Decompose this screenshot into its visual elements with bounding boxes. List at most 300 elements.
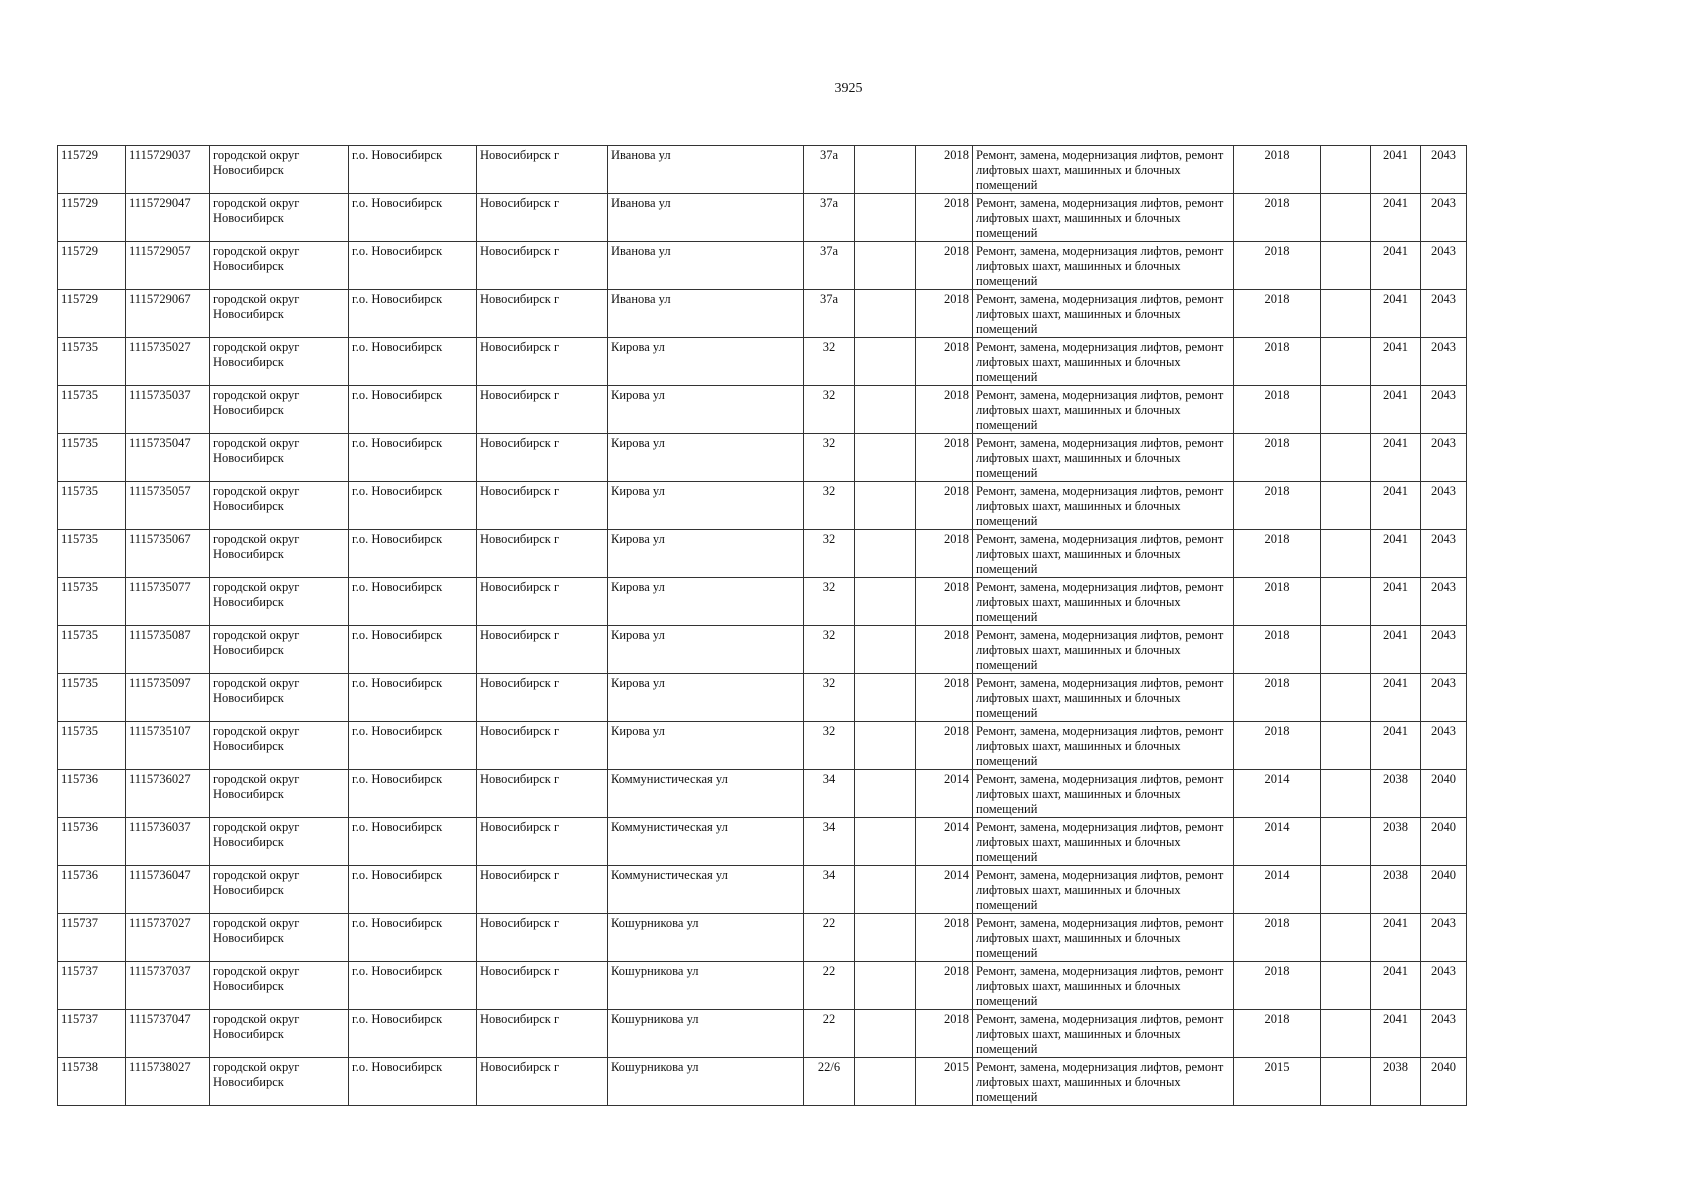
cell-plan-year-end: 2043 xyxy=(1421,482,1467,530)
cell-empty xyxy=(1321,1010,1371,1058)
cell-city: Новосибирск г xyxy=(477,962,608,1010)
cell-empty xyxy=(1321,194,1371,242)
cell-house-number: 22/6 xyxy=(804,1058,855,1106)
cell-object-id: 1115735097 xyxy=(126,674,210,722)
registry-table xyxy=(57,145,1467,1106)
table-row xyxy=(58,386,1467,434)
cell-building-letter xyxy=(855,482,916,530)
cell-city: Новосибирск г xyxy=(477,290,608,338)
cell-municipal-short: г.о. Новосибирск xyxy=(349,1058,477,1106)
cell-building-letter xyxy=(855,722,916,770)
cell-house-number: 34 xyxy=(804,818,855,866)
table-row xyxy=(58,338,1467,386)
cell-building-letter xyxy=(855,626,916,674)
cell-plan-year-end: 2040 xyxy=(1421,1058,1467,1106)
cell-building-id: 115735 xyxy=(58,482,126,530)
cell-street: Коммунистическая ул xyxy=(608,866,804,914)
cell-house-number: 32 xyxy=(804,626,855,674)
cell-street: Кирова ул xyxy=(608,578,804,626)
cell-house-number: 34 xyxy=(804,770,855,818)
cell-building-letter xyxy=(855,818,916,866)
cell-municipal-short: г.о. Новосибирск xyxy=(349,290,477,338)
cell-object-id: 1115737047 xyxy=(126,1010,210,1058)
cell-building-id: 115735 xyxy=(58,386,126,434)
cell-plan-year-start: 2041 xyxy=(1371,578,1421,626)
cell-work-type: Ремонт, замена, модернизация лифтов, ремонт лифтовых шахт, машинных и блочных помещений xyxy=(973,338,1234,386)
cell-city: Новосибирск г xyxy=(477,626,608,674)
cell-empty xyxy=(1321,146,1371,194)
cell-year: 2015 xyxy=(916,1058,973,1106)
cell-city: Новосибирск г xyxy=(477,770,608,818)
cell-building-letter xyxy=(855,290,916,338)
cell-object-id: 1115735047 xyxy=(126,434,210,482)
cell-municipality: городской округ Новосибирск xyxy=(210,626,349,674)
cell-building-id: 115735 xyxy=(58,722,126,770)
cell-municipality: городской округ Новосибирск xyxy=(210,914,349,962)
cell-year: 2018 xyxy=(916,722,973,770)
cell-work-year: 2018 xyxy=(1234,578,1321,626)
cell-building-id: 115736 xyxy=(58,770,126,818)
cell-empty xyxy=(1321,578,1371,626)
cell-work-year: 2018 xyxy=(1234,674,1321,722)
cell-empty xyxy=(1321,962,1371,1010)
cell-municipality: городской округ Новосибирск xyxy=(210,770,349,818)
table-row xyxy=(58,1010,1467,1058)
cell-building-id: 115737 xyxy=(58,1010,126,1058)
cell-house-number: 37а xyxy=(804,242,855,290)
cell-year: 2014 xyxy=(916,770,973,818)
cell-municipality: городской округ Новосибирск xyxy=(210,866,349,914)
cell-house-number: 22 xyxy=(804,914,855,962)
cell-plan-year-start: 2041 xyxy=(1371,434,1421,482)
cell-municipality: городской округ Новосибирск xyxy=(210,434,349,482)
cell-street: Иванова ул xyxy=(608,194,804,242)
cell-municipal-short: г.о. Новосибирск xyxy=(349,578,477,626)
cell-work-type: Ремонт, замена, модернизация лифтов, ремонт лифтовых шахт, машинных и блочных помещений xyxy=(973,194,1234,242)
cell-building-letter xyxy=(855,242,916,290)
cell-work-type: Ремонт, замена, модернизация лифтов, ремонт лифтовых шахт, машинных и блочных помещений xyxy=(973,1010,1234,1058)
table-row xyxy=(58,818,1467,866)
cell-work-year: 2014 xyxy=(1234,866,1321,914)
cell-municipal-short: г.о. Новосибирск xyxy=(349,770,477,818)
cell-work-year: 2018 xyxy=(1234,242,1321,290)
cell-plan-year-end: 2040 xyxy=(1421,770,1467,818)
cell-building-letter xyxy=(855,578,916,626)
cell-year: 2018 xyxy=(916,1010,973,1058)
cell-plan-year-start: 2041 xyxy=(1371,722,1421,770)
cell-work-year: 2018 xyxy=(1234,194,1321,242)
cell-work-year: 2018 xyxy=(1234,530,1321,578)
cell-house-number: 32 xyxy=(804,674,855,722)
table-row xyxy=(58,194,1467,242)
cell-plan-year-end: 2043 xyxy=(1421,674,1467,722)
table-row xyxy=(58,578,1467,626)
cell-plan-year-end: 2043 xyxy=(1421,194,1467,242)
cell-street: Кирова ул xyxy=(608,674,804,722)
cell-municipality: городской округ Новосибирск xyxy=(210,146,349,194)
cell-street: Кошурникова ул xyxy=(608,1058,804,1106)
cell-municipal-short: г.о. Новосибирск xyxy=(349,434,477,482)
cell-municipality: городской округ Новосибирск xyxy=(210,1058,349,1106)
cell-building-id: 115735 xyxy=(58,626,126,674)
cell-street: Кирова ул xyxy=(608,338,804,386)
cell-work-year: 2018 xyxy=(1234,722,1321,770)
cell-city: Новосибирск г xyxy=(477,194,608,242)
cell-plan-year-start: 2041 xyxy=(1371,386,1421,434)
cell-year: 2018 xyxy=(916,242,973,290)
page-number: 3925 xyxy=(834,81,863,96)
cell-municipal-short: г.о. Новосибирск xyxy=(349,962,477,1010)
cell-work-year: 2014 xyxy=(1234,770,1321,818)
table-body xyxy=(58,146,1467,1106)
cell-empty xyxy=(1321,818,1371,866)
cell-work-type: Ремонт, замена, модернизация лифтов, ремонт лифтовых шахт, машинных и блочных помещений xyxy=(973,386,1234,434)
table-row xyxy=(58,914,1467,962)
cell-object-id: 1115735107 xyxy=(126,722,210,770)
cell-building-letter xyxy=(855,914,916,962)
cell-street: Кирова ул xyxy=(608,530,804,578)
table-row xyxy=(58,962,1467,1010)
cell-plan-year-start: 2041 xyxy=(1371,1010,1421,1058)
cell-street: Коммунистическая ул xyxy=(608,818,804,866)
cell-building-id: 115735 xyxy=(58,578,126,626)
cell-street: Кошурникова ул xyxy=(608,962,804,1010)
cell-year: 2018 xyxy=(916,578,973,626)
cell-municipal-short: г.о. Новосибирск xyxy=(349,194,477,242)
cell-object-id: 1115735077 xyxy=(126,578,210,626)
cell-work-year: 2018 xyxy=(1234,338,1321,386)
cell-work-type: Ремонт, замена, модернизация лифтов, ремонт лифтовых шахт, машинных и блочных помещений xyxy=(973,962,1234,1010)
cell-object-id: 1115729067 xyxy=(126,290,210,338)
cell-building-id: 115729 xyxy=(58,146,126,194)
cell-city: Новосибирск г xyxy=(477,242,608,290)
cell-house-number: 32 xyxy=(804,530,855,578)
cell-object-id: 1115735027 xyxy=(126,338,210,386)
cell-municipality: городской округ Новосибирск xyxy=(210,578,349,626)
cell-municipality: городской округ Новосибирск xyxy=(210,242,349,290)
cell-year: 2018 xyxy=(916,914,973,962)
table-row xyxy=(58,626,1467,674)
cell-building-letter xyxy=(855,386,916,434)
cell-municipality: городской округ Новосибирск xyxy=(210,674,349,722)
cell-street: Кошурникова ул xyxy=(608,1010,804,1058)
cell-city: Новосибирск г xyxy=(477,866,608,914)
cell-street: Кирова ул xyxy=(608,386,804,434)
cell-work-year: 2018 xyxy=(1234,146,1321,194)
cell-street: Кирова ул xyxy=(608,434,804,482)
cell-municipality: городской округ Новосибирск xyxy=(210,818,349,866)
cell-municipal-short: г.о. Новосибирск xyxy=(349,914,477,962)
cell-plan-year-start: 2041 xyxy=(1371,146,1421,194)
cell-work-type: Ремонт, замена, модернизация лифтов, ремонт лифтовых шахт, машинных и блочных помещений xyxy=(973,1058,1234,1106)
cell-municipal-short: г.о. Новосибирск xyxy=(349,146,477,194)
cell-object-id: 1115729037 xyxy=(126,146,210,194)
cell-plan-year-end: 2043 xyxy=(1421,1010,1467,1058)
cell-building-id: 115735 xyxy=(58,434,126,482)
cell-work-year: 2018 xyxy=(1234,386,1321,434)
cell-empty xyxy=(1321,1058,1371,1106)
cell-house-number: 32 xyxy=(804,482,855,530)
cell-municipality: городской округ Новосибирск xyxy=(210,962,349,1010)
cell-building-id: 115738 xyxy=(58,1058,126,1106)
cell-empty xyxy=(1321,914,1371,962)
cell-municipal-short: г.о. Новосибирск xyxy=(349,530,477,578)
cell-municipality: городской округ Новосибирск xyxy=(210,338,349,386)
cell-municipal-short: г.о. Новосибирск xyxy=(349,242,477,290)
cell-work-year: 2014 xyxy=(1234,818,1321,866)
cell-empty xyxy=(1321,338,1371,386)
cell-work-year: 2018 xyxy=(1234,1010,1321,1058)
cell-plan-year-end: 2043 xyxy=(1421,626,1467,674)
cell-building-letter xyxy=(855,146,916,194)
cell-work-type: Ремонт, замена, модернизация лифтов, ремонт лифтовых шахт, машинных и блочных помещений xyxy=(973,434,1234,482)
cell-plan-year-end: 2040 xyxy=(1421,866,1467,914)
cell-municipal-short: г.о. Новосибирск xyxy=(349,1010,477,1058)
table-row xyxy=(58,482,1467,530)
cell-plan-year-start: 2041 xyxy=(1371,290,1421,338)
cell-building-id: 115735 xyxy=(58,338,126,386)
cell-year: 2018 xyxy=(916,386,973,434)
cell-street: Кирова ул xyxy=(608,722,804,770)
cell-house-number: 32 xyxy=(804,722,855,770)
cell-house-number: 37а xyxy=(804,146,855,194)
cell-year: 2018 xyxy=(916,194,973,242)
cell-plan-year-start: 2041 xyxy=(1371,482,1421,530)
cell-year: 2014 xyxy=(916,818,973,866)
table-row xyxy=(58,146,1467,194)
cell-plan-year-start: 2041 xyxy=(1371,962,1421,1010)
table-row xyxy=(58,722,1467,770)
cell-building-letter xyxy=(855,1058,916,1106)
cell-work-type: Ремонт, замена, модернизация лифтов, ремонт лифтовых шахт, машинных и блочных помещений xyxy=(973,722,1234,770)
table-row xyxy=(58,866,1467,914)
cell-plan-year-end: 2043 xyxy=(1421,290,1467,338)
cell-municipal-short: г.о. Новосибирск xyxy=(349,386,477,434)
cell-city: Новосибирск г xyxy=(477,146,608,194)
cell-city: Новосибирск г xyxy=(477,914,608,962)
cell-house-number: 22 xyxy=(804,962,855,1010)
cell-plan-year-end: 2043 xyxy=(1421,434,1467,482)
table-row xyxy=(58,290,1467,338)
cell-city: Новосибирск г xyxy=(477,482,608,530)
cell-city: Новосибирск г xyxy=(477,578,608,626)
cell-street: Иванова ул xyxy=(608,146,804,194)
cell-building-id: 115729 xyxy=(58,194,126,242)
table-row xyxy=(58,530,1467,578)
cell-city: Новосибирск г xyxy=(477,386,608,434)
cell-work-type: Ремонт, замена, модернизация лифтов, ремонт лифтовых шахт, машинных и блочных помещений xyxy=(973,818,1234,866)
cell-city: Новосибирск г xyxy=(477,1058,608,1106)
cell-building-letter xyxy=(855,338,916,386)
cell-plan-year-end: 2043 xyxy=(1421,578,1467,626)
cell-object-id: 1115735067 xyxy=(126,530,210,578)
cell-house-number: 32 xyxy=(804,338,855,386)
cell-year: 2018 xyxy=(916,674,973,722)
cell-street: Кирова ул xyxy=(608,482,804,530)
cell-municipal-short: г.о. Новосибирск xyxy=(349,674,477,722)
cell-plan-year-end: 2040 xyxy=(1421,818,1467,866)
cell-municipal-short: г.о. Новосибирск xyxy=(349,818,477,866)
cell-municipality: городской округ Новосибирск xyxy=(210,482,349,530)
cell-municipality: городской округ Новосибирск xyxy=(210,722,349,770)
cell-street: Коммунистическая ул xyxy=(608,770,804,818)
cell-work-year: 2018 xyxy=(1234,626,1321,674)
cell-plan-year-end: 2043 xyxy=(1421,338,1467,386)
cell-city: Новосибирск г xyxy=(477,818,608,866)
cell-building-id: 115737 xyxy=(58,914,126,962)
cell-plan-year-start: 2038 xyxy=(1371,1058,1421,1106)
cell-building-letter xyxy=(855,194,916,242)
cell-plan-year-start: 2041 xyxy=(1371,242,1421,290)
cell-work-type: Ремонт, замена, модернизация лифтов, ремонт лифтовых шахт, машинных и блочных помещений xyxy=(973,242,1234,290)
cell-work-year: 2018 xyxy=(1234,962,1321,1010)
cell-municipal-short: г.о. Новосибирск xyxy=(349,722,477,770)
cell-plan-year-end: 2043 xyxy=(1421,722,1467,770)
cell-work-type: Ремонт, замена, модернизация лифтов, ремонт лифтовых шахт, машинных и блочных помещений xyxy=(973,482,1234,530)
cell-object-id: 1115735037 xyxy=(126,386,210,434)
cell-city: Новосибирск г xyxy=(477,530,608,578)
cell-work-type: Ремонт, замена, модернизация лифтов, ремонт лифтовых шахт, машинных и блочных помещений xyxy=(973,626,1234,674)
table-row xyxy=(58,674,1467,722)
cell-plan-year-start: 2041 xyxy=(1371,626,1421,674)
table-row xyxy=(58,434,1467,482)
cell-plan-year-start: 2038 xyxy=(1371,770,1421,818)
cell-house-number: 37а xyxy=(804,290,855,338)
cell-empty xyxy=(1321,626,1371,674)
cell-work-type: Ремонт, замена, модернизация лифтов, ремонт лифтовых шахт, машинных и блочных помещений xyxy=(973,674,1234,722)
cell-year: 2014 xyxy=(916,866,973,914)
cell-work-type: Ремонт, замена, модернизация лифтов, ремонт лифтовых шахт, машинных и блочных помещений xyxy=(973,290,1234,338)
cell-object-id: 1115735057 xyxy=(126,482,210,530)
cell-house-number: 32 xyxy=(804,578,855,626)
cell-city: Новосибирск г xyxy=(477,674,608,722)
cell-building-letter xyxy=(855,674,916,722)
cell-work-type: Ремонт, замена, модернизация лифтов, ремонт лифтовых шахт, машинных и блочных помещений xyxy=(973,146,1234,194)
cell-house-number: 37а xyxy=(804,194,855,242)
cell-plan-year-end: 2043 xyxy=(1421,962,1467,1010)
cell-work-type: Ремонт, замена, модернизация лифтов, ремонт лифтовых шахт, машинных и блочных помещений xyxy=(973,770,1234,818)
cell-work-type: Ремонт, замена, модернизация лифтов, ремонт лифтовых шахт, машинных и блочных помещений xyxy=(973,866,1234,914)
cell-year: 2018 xyxy=(916,482,973,530)
cell-plan-year-start: 2038 xyxy=(1371,818,1421,866)
cell-municipality: городской округ Новосибирск xyxy=(210,530,349,578)
cell-building-letter xyxy=(855,962,916,1010)
cell-plan-year-start: 2041 xyxy=(1371,674,1421,722)
cell-empty xyxy=(1321,242,1371,290)
cell-city: Новосибирск г xyxy=(477,1010,608,1058)
cell-plan-year-start: 2038 xyxy=(1371,866,1421,914)
cell-municipal-short: г.о. Новосибирск xyxy=(349,866,477,914)
cell-building-id: 115736 xyxy=(58,866,126,914)
cell-object-id: 1115736047 xyxy=(126,866,210,914)
cell-street: Иванова ул xyxy=(608,290,804,338)
cell-municipality: городской округ Новосибирск xyxy=(210,194,349,242)
cell-empty xyxy=(1321,770,1371,818)
cell-building-id: 115736 xyxy=(58,818,126,866)
cell-building-id: 115729 xyxy=(58,290,126,338)
table-row xyxy=(58,242,1467,290)
cell-municipality: городской округ Новосибирск xyxy=(210,1010,349,1058)
cell-object-id: 1115735087 xyxy=(126,626,210,674)
cell-work-type: Ремонт, замена, модернизация лифтов, ремонт лифтовых шахт, машинных и блочных помещений xyxy=(973,578,1234,626)
cell-work-year: 2018 xyxy=(1234,434,1321,482)
cell-year: 2018 xyxy=(916,626,973,674)
cell-house-number: 22 xyxy=(804,1010,855,1058)
cell-work-year: 2018 xyxy=(1234,914,1321,962)
cell-building-letter xyxy=(855,434,916,482)
cell-plan-year-start: 2041 xyxy=(1371,530,1421,578)
cell-object-id: 1115729057 xyxy=(126,242,210,290)
cell-plan-year-end: 2043 xyxy=(1421,914,1467,962)
cell-work-year: 2018 xyxy=(1234,290,1321,338)
cell-empty xyxy=(1321,290,1371,338)
cell-empty xyxy=(1321,722,1371,770)
cell-building-letter xyxy=(855,866,916,914)
table-row xyxy=(58,770,1467,818)
cell-empty xyxy=(1321,434,1371,482)
table-row xyxy=(58,1058,1467,1106)
cell-empty xyxy=(1321,674,1371,722)
cell-year: 2018 xyxy=(916,338,973,386)
cell-city: Новосибирск г xyxy=(477,338,608,386)
cell-plan-year-start: 2041 xyxy=(1371,338,1421,386)
cell-city: Новосибирск г xyxy=(477,434,608,482)
cell-plan-year-end: 2043 xyxy=(1421,530,1467,578)
cell-street: Кошурникова ул xyxy=(608,914,804,962)
cell-work-type: Ремонт, замена, модернизация лифтов, ремонт лифтовых шахт, машинных и блочных помещений xyxy=(973,530,1234,578)
cell-year: 2018 xyxy=(916,290,973,338)
cell-building-id: 115729 xyxy=(58,242,126,290)
cell-building-letter xyxy=(855,770,916,818)
cell-work-year: 2015 xyxy=(1234,1058,1321,1106)
cell-plan-year-start: 2041 xyxy=(1371,194,1421,242)
cell-plan-year-end: 2043 xyxy=(1421,242,1467,290)
cell-city: Новосибирск г xyxy=(477,722,608,770)
cell-building-id: 115737 xyxy=(58,962,126,1010)
cell-year: 2018 xyxy=(916,530,973,578)
cell-municipal-short: г.о. Новосибирск xyxy=(349,482,477,530)
cell-year: 2018 xyxy=(916,434,973,482)
cell-building-id: 115735 xyxy=(58,674,126,722)
cell-empty xyxy=(1321,530,1371,578)
cell-house-number: 32 xyxy=(804,434,855,482)
cell-street: Кирова ул xyxy=(608,626,804,674)
cell-municipality: городской округ Новосибирск xyxy=(210,386,349,434)
cell-house-number: 32 xyxy=(804,386,855,434)
cell-object-id: 1115729047 xyxy=(126,194,210,242)
cell-object-id: 1115738027 xyxy=(126,1058,210,1106)
cell-street: Иванова ул xyxy=(608,242,804,290)
cell-year: 2018 xyxy=(916,146,973,194)
cell-object-id: 1115736027 xyxy=(126,770,210,818)
cell-building-letter xyxy=(855,1010,916,1058)
cell-building-letter xyxy=(855,530,916,578)
cell-year: 2018 xyxy=(916,962,973,1010)
cell-municipality: городской округ Новосибирск xyxy=(210,290,349,338)
cell-work-year: 2018 xyxy=(1234,482,1321,530)
cell-empty xyxy=(1321,866,1371,914)
cell-object-id: 1115737027 xyxy=(126,914,210,962)
cell-object-id: 1115736037 xyxy=(126,818,210,866)
cell-building-id: 115735 xyxy=(58,530,126,578)
cell-empty xyxy=(1321,482,1371,530)
cell-object-id: 1115737037 xyxy=(126,962,210,1010)
cell-empty xyxy=(1321,386,1371,434)
cell-municipal-short: г.о. Новосибирск xyxy=(349,626,477,674)
cell-work-type: Ремонт, замена, модернизация лифтов, ремонт лифтовых шахт, машинных и блочных помещений xyxy=(973,914,1234,962)
cell-house-number: 34 xyxy=(804,866,855,914)
cell-municipal-short: г.о. Новосибирск xyxy=(349,338,477,386)
